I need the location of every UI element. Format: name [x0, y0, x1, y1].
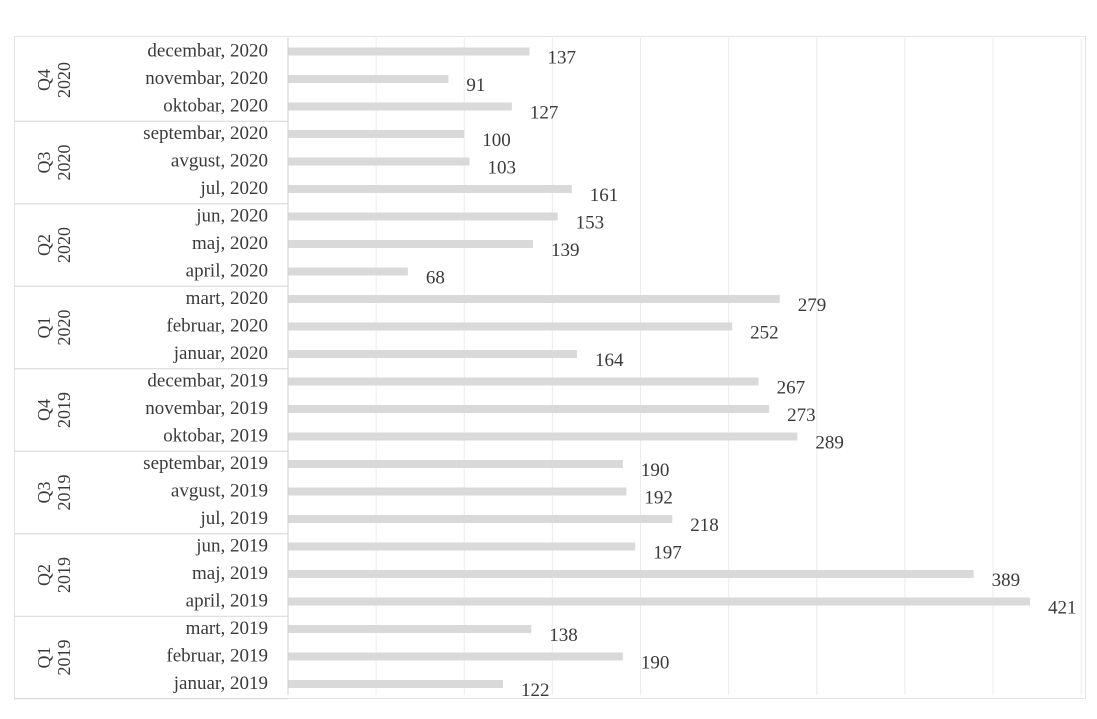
bar: [288, 268, 408, 276]
bar: [288, 213, 558, 221]
bar: [288, 598, 1030, 606]
category-label: februar, 2020: [166, 315, 268, 337]
category-label: jul, 2020: [200, 178, 268, 199]
category-label: septembar, 2019: [143, 453, 268, 474]
bar: [288, 185, 572, 193]
bar: [288, 323, 732, 331]
data-label: 164: [595, 350, 624, 371]
data-label: 192: [644, 487, 673, 509]
data-label: 279: [797, 295, 827, 316]
data-label: 267: [776, 377, 806, 399]
bar: [288, 158, 470, 166]
category-label: januar, 2019: [173, 673, 268, 694]
data-label: 122: [521, 680, 550, 701]
quarter-label: Q32020: [34, 144, 74, 181]
bar: [288, 130, 464, 138]
bar: [288, 103, 512, 111]
category-label: maj, 2019: [192, 563, 268, 584]
quarter-label: Q32019: [34, 474, 74, 511]
bar: [288, 350, 577, 358]
category-label: jun, 2020: [196, 205, 268, 227]
quarter-label: Q12020: [34, 309, 74, 346]
category-label: decembar, 2019: [147, 370, 268, 392]
category-label: april, 2019: [185, 590, 268, 612]
category-label: april, 2020: [185, 260, 268, 282]
data-label: 190: [640, 460, 670, 481]
data-label: 153: [575, 212, 605, 234]
category-label: avgust, 2020: [170, 150, 268, 172]
category-label: oktobar, 2020: [163, 95, 268, 117]
category-label: januar, 2020: [173, 343, 268, 364]
data-label: 68: [425, 267, 445, 289]
bar: [288, 488, 626, 496]
bar: [288, 405, 769, 413]
category-label: decembar, 2020: [147, 40, 268, 62]
bar: [288, 48, 529, 56]
category-label: mart, 2020: [185, 288, 268, 309]
category-label: avgust, 2019: [170, 480, 268, 502]
quarter-label: Q22019: [34, 557, 74, 593]
bar: [288, 543, 635, 551]
bar: [288, 378, 759, 386]
data-label: 421: [1048, 597, 1077, 619]
data-label: 389: [991, 570, 1021, 591]
category-label: septembar, 2020: [143, 123, 268, 144]
category-label: jul, 2019: [200, 508, 268, 529]
bar: [288, 460, 623, 468]
bar: [288, 653, 623, 661]
bar: [288, 515, 672, 523]
data-label: 289: [815, 432, 844, 454]
category-label: oktobar, 2019: [163, 425, 268, 447]
quarter-label: Q42019: [34, 392, 74, 428]
category-label: mart, 2019: [185, 618, 268, 639]
data-label: 137: [547, 47, 576, 69]
bar: [288, 680, 503, 688]
data-label: 161: [589, 185, 619, 206]
quarter-label: Q22020: [34, 227, 74, 263]
data-label: 273: [787, 405, 816, 426]
data-label: 139: [550, 240, 580, 261]
bar: [288, 240, 533, 248]
data-label: 103: [487, 157, 517, 179]
data-label: 100: [482, 130, 511, 151]
data-label: 218: [690, 515, 719, 536]
bar: [288, 295, 780, 303]
data-label: 127: [529, 102, 559, 124]
category-label: jun, 2019: [196, 535, 268, 557]
bar: [288, 75, 448, 83]
category-label: februar, 2019: [166, 645, 268, 667]
data-label: 190: [640, 652, 670, 674]
bar: [288, 433, 797, 441]
quarter-label: Q12019: [34, 639, 74, 676]
data-label: 138: [549, 625, 578, 646]
category-label: maj, 2020: [192, 233, 268, 254]
quarter-label: Q42020: [34, 62, 74, 98]
data-label: 252: [750, 322, 779, 344]
category-label: novembar, 2019: [145, 398, 268, 419]
bar: [288, 625, 531, 633]
data-label: 91: [466, 75, 486, 96]
data-label: 197: [653, 542, 682, 564]
bar: [288, 570, 974, 578]
category-label: novembar, 2020: [145, 68, 268, 89]
